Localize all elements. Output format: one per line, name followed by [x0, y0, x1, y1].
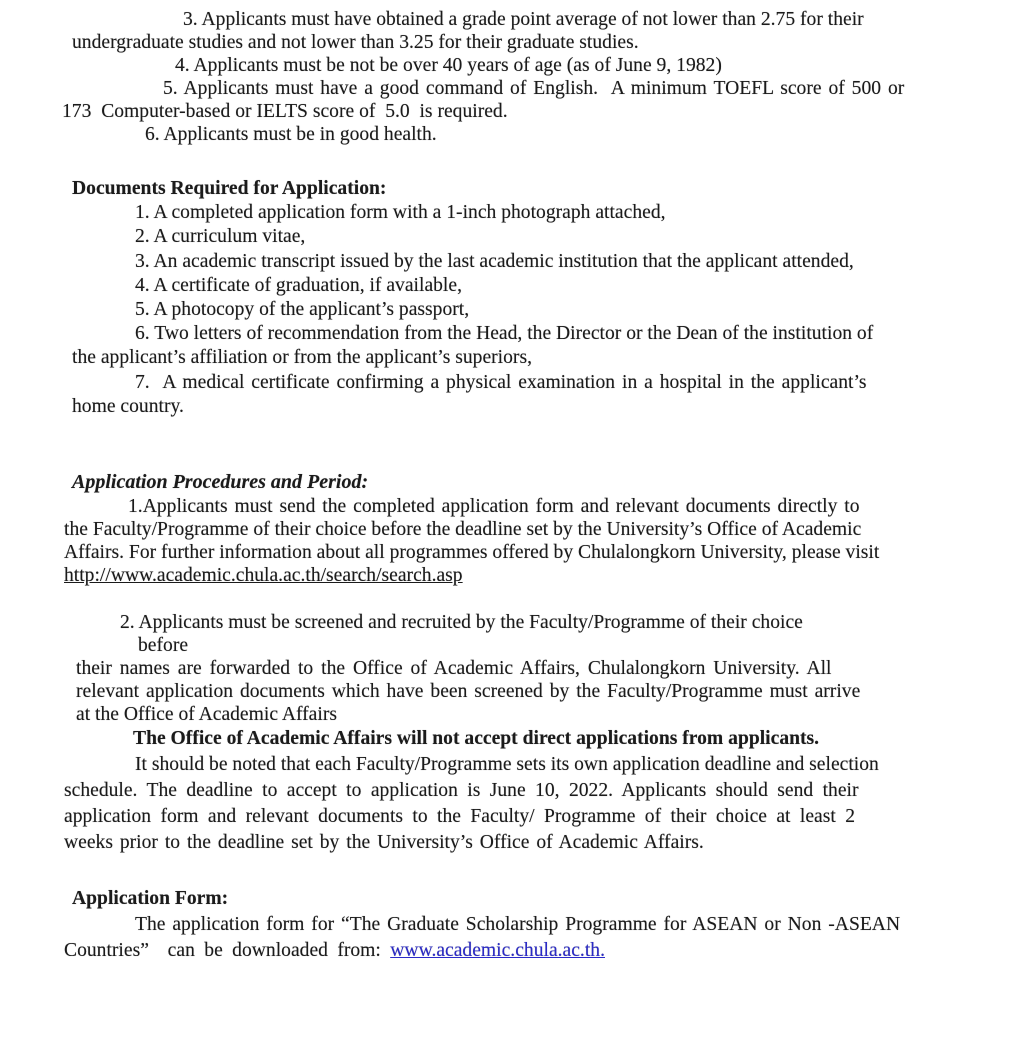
doc-line: the applicant’s affiliation or from the applicant’s superiors,: [72, 347, 532, 369]
doc-line: schedule. The deadline to accept to application is June 10, 2022. Applicants should send their: [64, 779, 859, 801]
doc-line: Affairs. For further information about all programmes offered by Chulalongkorn University, please visit: [64, 542, 880, 564]
doc-line: relevant application documents which have been screened by the Faculty/Programme must arrive: [76, 681, 861, 703]
office-no-direct-applications-note: The Office of Academic Affairs will not accept direct applications from applicants.: [133, 728, 820, 750]
doc-line: the Faculty/Programme of their choice before the deadline set by the University’s Office of Academic: [64, 519, 862, 541]
doc-line: at the Office of Academic Affairs: [76, 704, 337, 726]
doc-line: [64, 938, 954, 964]
doc-line: 3. An academic transcript issued by the last academic institution that the applicant attended,: [135, 250, 854, 272]
doc-line: 173 Computer-based or IELTS score of 5.0 is required.: [62, 101, 508, 122]
doc-line: 1.Applicants must send the completed application form and relevant documents directly to: [128, 496, 860, 518]
doc-line: It should be noted that each Faculty/Programme sets its own application deadline and selection: [135, 753, 879, 775]
doc-line: their names are forwarded to the Office of Academic Affairs, Chulalongkorn University. All: [76, 658, 832, 680]
doc-line: 7. A medical certificate confirming a physical examination in a hospital in the applicant’s: [135, 371, 867, 393]
doc-line: home country.: [72, 395, 184, 417]
doc-line: before: [138, 634, 189, 656]
search-programmes-url-link[interactable]: http://www.academic.chula.ac.th/search/search.asp: [64, 565, 463, 587]
doc-line: 5. Applicants must have a good command of English. A minimum TOEFL score of 500 or: [163, 78, 905, 99]
doc-line: 2. A curriculum vitae,: [135, 226, 306, 248]
doc-line: The application form for “The Graduate Scholarship Programme for ASEAN or Non -ASEAN: [135, 913, 901, 935]
application-form-download-link[interactable]: www.academic.chula.ac.th.: [390, 939, 605, 961]
doc-line: 4. Applicants must be not be over 40 years of age (as of June 9, 1982): [175, 55, 722, 76]
doc-line: [64, 564, 954, 587]
doc-line-text: Countries” can be downloaded from:: [64, 939, 391, 961]
doc-line: 2. Applicants must be screened and recruited by the Faculty/Programme of their choice: [120, 612, 803, 634]
doc-line: 4. A certificate of graduation, if available,: [135, 274, 462, 296]
doc-line: undergraduate studies and not lower than 3.25 for their graduate studies.: [72, 32, 639, 53]
doc-line: 6. Applicants must be in good health.: [145, 124, 437, 145]
documents-required-heading: Documents Required for Application:: [72, 178, 387, 199]
doc-line: 6. Two letters of recommendation from the Head, the Director or the Dean of the institution of: [135, 323, 874, 345]
doc-line: 5. A photocopy of the applicant’s passport,: [135, 299, 470, 321]
application-procedures-heading: Application Procedures and Period:: [72, 471, 369, 494]
doc-line: 3. Applicants must have obtained a grade point average of not lower than 2.75 for their: [183, 9, 864, 30]
doc-line: 1. A completed application form with a 1-inch photograph attached,: [135, 202, 666, 224]
doc-line: application form and relevant documents to the Faculty/ Programme of their choice at least 2: [64, 805, 856, 827]
application-form-heading: Application Form:: [72, 887, 229, 909]
doc-line: weeks prior to the deadline set by the University’s Office of Academic Affairs.: [64, 831, 704, 853]
